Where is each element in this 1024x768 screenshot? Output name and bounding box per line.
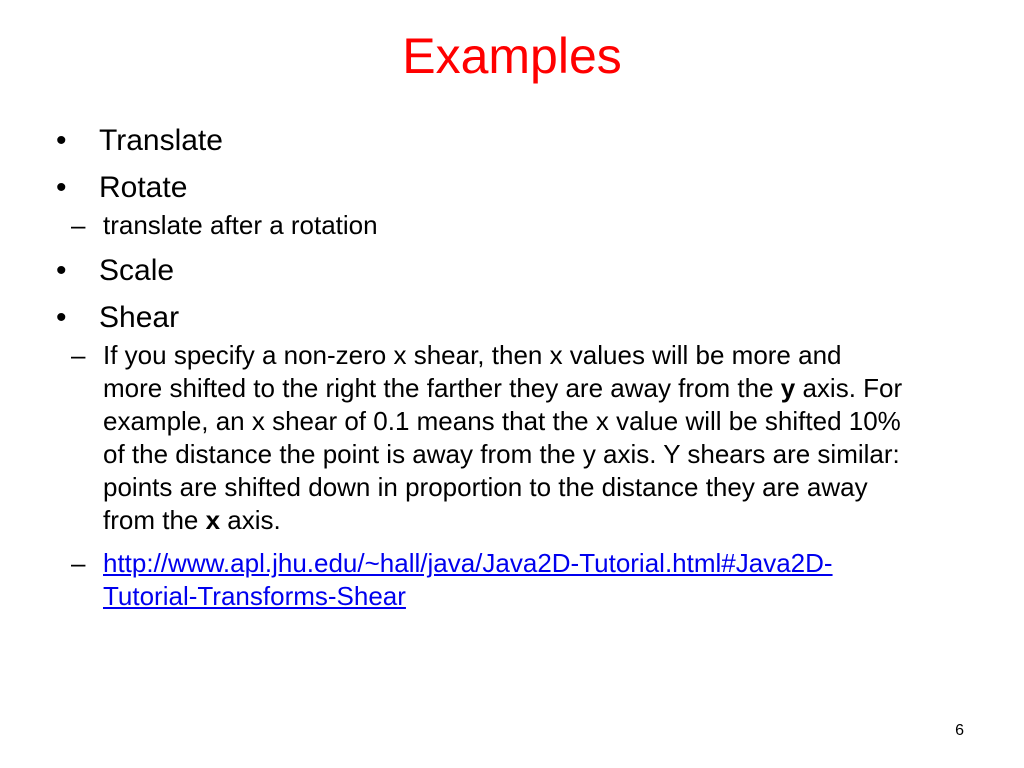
dash-icon: – [71,340,86,370]
sub-list [56,339,956,613]
sub-item-shear-explanation [56,339,903,537]
bullet-label: Scale [99,254,175,287]
sub-item-rotation [56,209,903,242]
shear-bold-x: x [205,505,221,535]
bullet-dot-icon: • [56,124,67,157]
shear-text-part1: If you specify a non-zero x shear, then x values will be more and more shifted to the right the farther they are away from the [103,340,842,403]
bullet-rotate [56,169,956,242]
dash-icon: – [71,548,86,578]
sub-list [56,209,956,242]
bullet-scale [56,252,956,290]
bullet-shear [56,299,956,613]
shear-bold-y: y [780,373,796,403]
bullet-translate [56,122,956,160]
slide-title: Examples [402,28,622,84]
bullet-label: Shear [99,301,180,334]
bullet-dot-icon: • [56,171,67,204]
bullet-label: Translate [99,124,223,157]
tutorial-link[interactable]: http://www.apl.jhu.edu/~hall/java/Java2D-Tutorial.html#Java2D-Tutorial-Transforms-Shear [103,548,833,611]
bullet-dot-icon: • [56,301,67,334]
shear-text-part3: axis. [220,505,281,535]
sub-item-text: translate after a rotation [103,210,378,240]
shear-text-part2: axis. For example, an x shear of 0.1 means that the x value will be shifted 10% of the distance the point is away from the y axis. Y shears are similar: points are shifted down in proportion to the distance they are away from the [103,373,903,535]
bullet-label: Rotate [99,171,188,204]
sub-item-link [56,547,903,613]
bullet-dot-icon: • [56,254,67,287]
bullet-list [56,122,956,623]
page-number: 6 [955,722,964,739]
dash-icon: – [71,210,86,240]
